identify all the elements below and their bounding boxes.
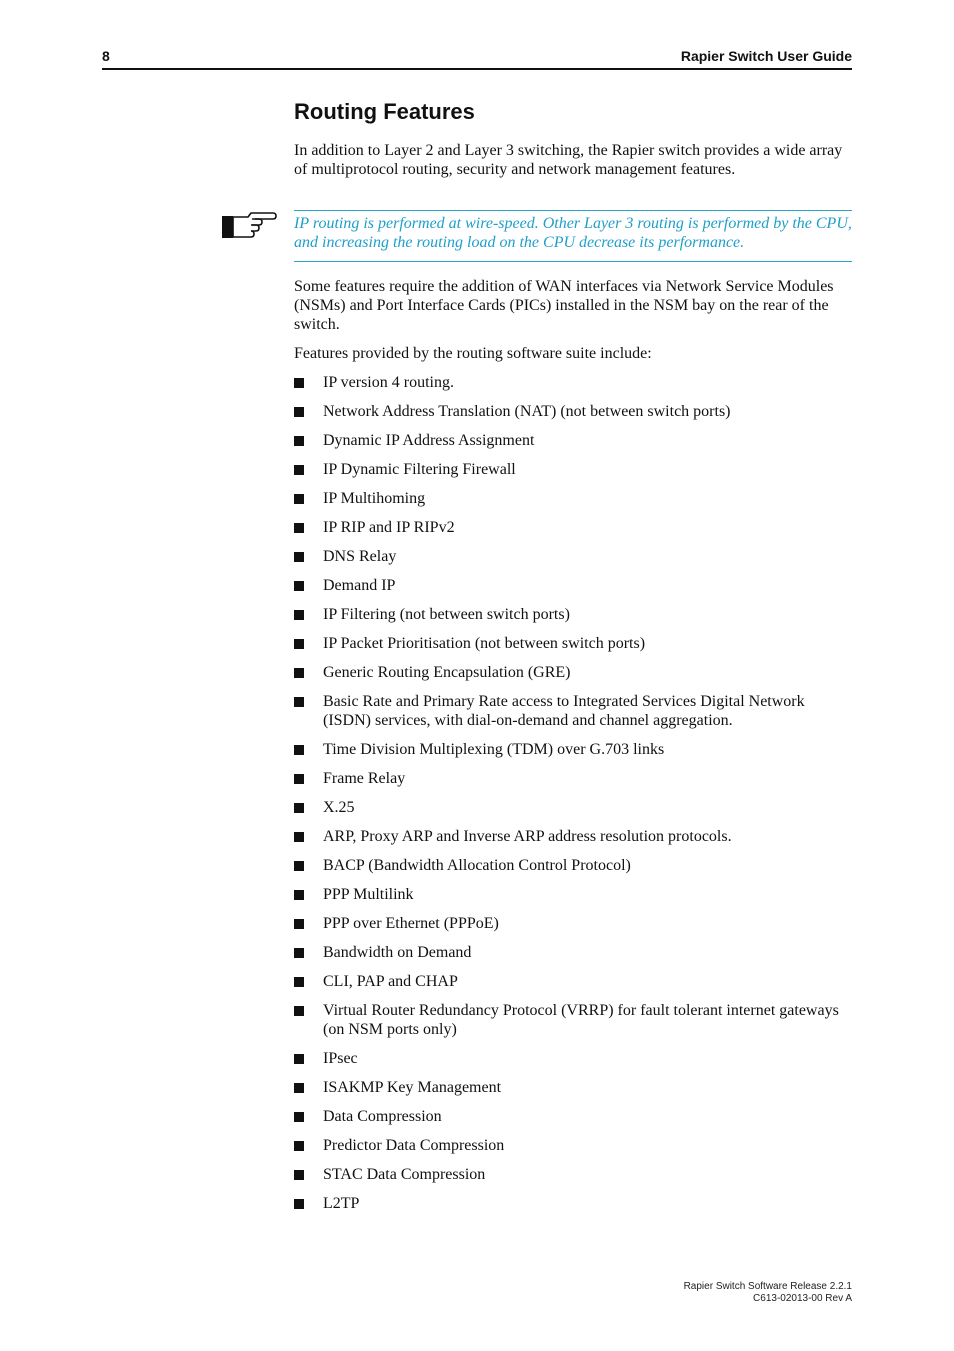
- note-text: IP routing is performed at wire-speed. Other Layer 3 routing is performed by the CPU, and increasing the routing load on the CPU decrease its performance.: [294, 215, 852, 251]
- bullet-icon: [294, 745, 304, 755]
- running-title: Rapier Switch User Guide: [680, 48, 852, 64]
- list-item-text: Network Address Translation (NAT) (not between switch ports): [323, 403, 731, 420]
- list-item-text: Time Division Multiplexing (TDM) over G.703 links: [323, 741, 665, 758]
- list-item-text: Predictor Data Compression: [323, 1137, 505, 1154]
- bullet-icon: [294, 1054, 304, 1064]
- page-footer: [684, 1281, 852, 1305]
- list-item: [294, 1165, 854, 1184]
- list-item-text: Dynamic IP Address Assignment: [323, 432, 535, 449]
- bullet-icon: [294, 552, 304, 562]
- list-item: [294, 972, 854, 991]
- list-item-text: PPP Multilink: [323, 886, 414, 903]
- bullet-icon: [294, 697, 304, 707]
- bullet-icon: [294, 378, 304, 388]
- list-item: [294, 518, 854, 537]
- list-item-text: ARP, Proxy ARP and Inverse ARP address resolution protocols.: [323, 828, 732, 845]
- list-item: [294, 798, 854, 817]
- footer-doc-number: C613-02013-00 Rev A: [753, 1293, 852, 1304]
- list-item: [294, 1107, 854, 1126]
- bullet-icon: [294, 1141, 304, 1151]
- list-item-text: Generic Routing Encapsulation (GRE): [323, 664, 571, 681]
- list-item-text: BACP (Bandwidth Allocation Control Protocol): [323, 857, 631, 874]
- list-item-text: ISAKMP Key Management: [323, 1079, 502, 1096]
- note-box: [294, 210, 852, 262]
- bullet-icon: [294, 523, 304, 533]
- bullet-icon: [294, 774, 304, 784]
- list-item-text: L2TP: [323, 1195, 360, 1212]
- list-item: [294, 663, 854, 682]
- bullet-icon: [294, 1199, 304, 1209]
- list-item: [294, 827, 854, 846]
- bullet-icon: [294, 1006, 304, 1016]
- list-item: [294, 373, 854, 392]
- footer-release: Rapier Switch Software Release 2.2.1: [683, 1281, 852, 1292]
- intro-paragraph: In addition to Layer 2 and Layer 3 switching, the Rapier switch provides a wide array of multiprotocol routing, security and network management features.: [294, 142, 843, 178]
- list-item-text: Basic Rate and Primary Rate access to Integrated Services Digital Network (ISDN) services, with dial-on-demand and channel aggregation.: [323, 693, 805, 729]
- list-item: [294, 856, 854, 875]
- bullet-icon: [294, 407, 304, 417]
- bullet-icon: [294, 581, 304, 591]
- list-item-text: IP RIP and IP RIPv2: [323, 519, 455, 536]
- bullet-icon: [294, 436, 304, 446]
- list-item: [294, 885, 854, 904]
- list-item: [294, 460, 854, 479]
- list-item: [294, 943, 854, 962]
- bullet-icon: [294, 610, 304, 620]
- list-item-text: IP version 4 routing.: [323, 374, 454, 391]
- list-item-text: Data Compression: [323, 1108, 442, 1125]
- page-header: [102, 48, 852, 70]
- list-item: [294, 547, 854, 566]
- bullet-icon: [294, 668, 304, 678]
- list-item: [294, 634, 854, 653]
- list-item: [294, 1001, 854, 1039]
- list-item-text: PPP over Ethernet (PPPoE): [323, 915, 499, 932]
- main-content: [294, 96, 854, 1223]
- bullet-icon: [294, 861, 304, 871]
- list-item: [294, 1194, 854, 1213]
- list-item-text: X.25: [323, 799, 355, 816]
- list-item: [294, 402, 854, 421]
- list-item-text: STAC Data Compression: [323, 1166, 486, 1183]
- feature-list: [294, 373, 854, 1213]
- list-item-text: Demand IP: [323, 577, 396, 594]
- list-item: [294, 1136, 854, 1155]
- list-item-text: IP Dynamic Filtering Firewall: [323, 461, 516, 478]
- list-item-text: DNS Relay: [323, 548, 397, 565]
- list-item: [294, 489, 854, 508]
- list-item-text: Frame Relay: [323, 770, 406, 787]
- bullet-icon: [294, 803, 304, 813]
- list-item-text: CLI, PAP and CHAP: [323, 973, 458, 990]
- list-item-text: IP Multihoming: [323, 490, 426, 507]
- bullet-icon: [294, 948, 304, 958]
- list-item: [294, 769, 854, 788]
- bullet-icon: [294, 1170, 304, 1180]
- list-item-text: IP Packet Prioritisation (not between switch ports): [323, 635, 646, 652]
- features-intro: Features provided by the routing software suite include:: [294, 345, 652, 362]
- bullet-icon: [294, 832, 304, 842]
- list-item: [294, 576, 854, 595]
- bullet-icon: [294, 639, 304, 649]
- list-item-text: Virtual Router Redundancy Protocol (VRRP) for fault tolerant internet gateways (on NSM ports only): [323, 1002, 839, 1038]
- list-item: [294, 431, 854, 450]
- bullet-icon: [294, 977, 304, 987]
- bullet-icon: [294, 919, 304, 929]
- list-item: [294, 740, 854, 759]
- bullet-icon: [294, 465, 304, 475]
- bullet-icon: [294, 1083, 304, 1093]
- page-number: 8: [102, 48, 110, 64]
- list-item-text: Bandwidth on Demand: [323, 944, 472, 961]
- list-item: [294, 605, 854, 624]
- wan-paragraph: Some features require the addition of WAN interfaces via Network Service Modules (NSMs) and Port Interface Cards (PICs) installed in the NSM bay on the rear of the switch.: [294, 278, 834, 333]
- pointing-hand-icon: [221, 209, 277, 241]
- bullet-icon: [294, 494, 304, 504]
- section-title: Routing Features: [294, 99, 475, 124]
- bullet-icon: [294, 1112, 304, 1122]
- list-item: [294, 1078, 854, 1097]
- list-item: [294, 1049, 854, 1068]
- list-item-text: IP Filtering (not between switch ports): [323, 606, 570, 623]
- bullet-icon: [294, 890, 304, 900]
- list-item: [294, 692, 854, 730]
- list-item-text: IPsec: [323, 1050, 358, 1067]
- list-item: [294, 914, 854, 933]
